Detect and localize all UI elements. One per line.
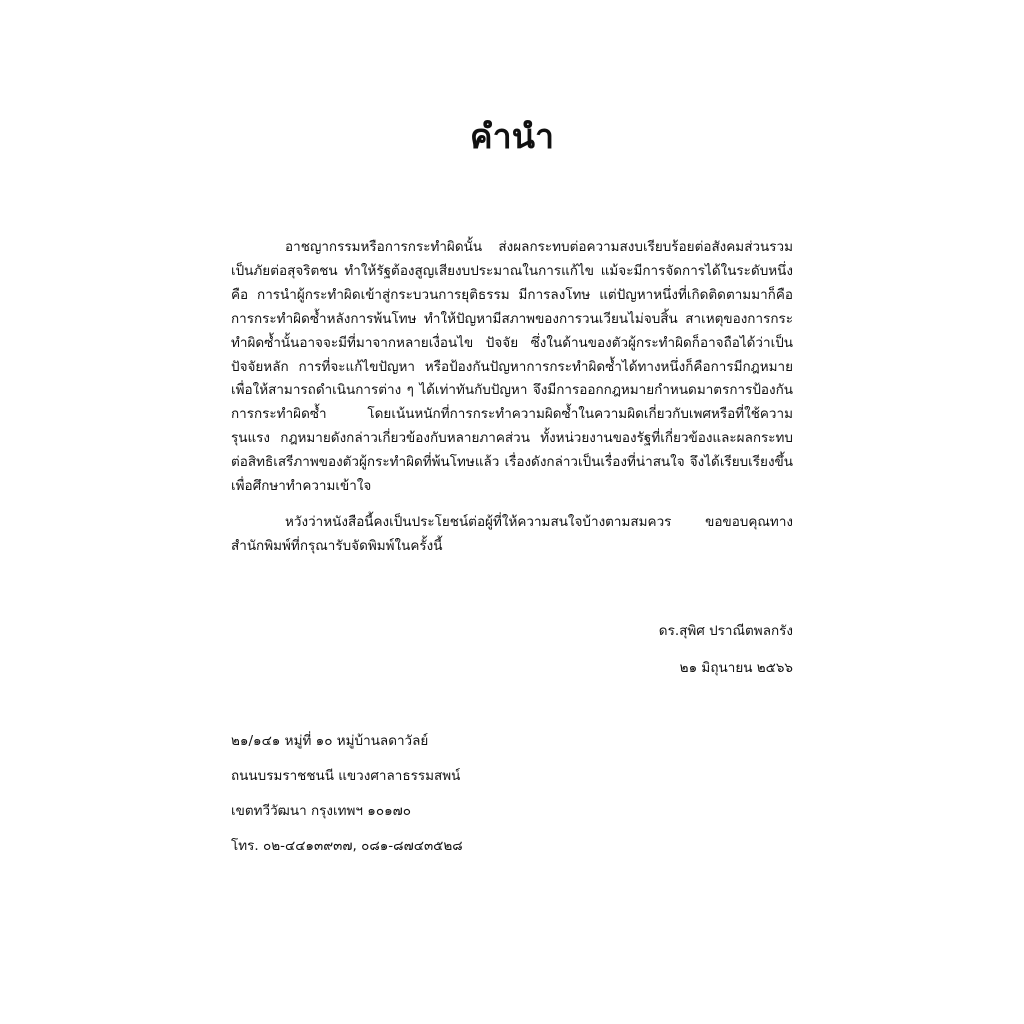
preface-body bbox=[231, 236, 793, 559]
address-line-district: เขตทวีวัฒนา กรุงเทพฯ ๑๐๑๗๐ bbox=[231, 803, 412, 819]
document-title: คำนำ bbox=[469, 117, 555, 157]
preface-paragraph-2: หวังว่าหนังสือนี้คงเป็นประโยชน์ต่อผู้ที่ให้ความสนใจบ้างตามสมควร ขอขอบคุณทางสำนักพิมพ์ที่กรุณารับจัดพิมพ์ในครั้งนี้ bbox=[231, 513, 793, 554]
signature-block bbox=[393, 620, 793, 679]
address-line-phone: โทร. ๐๒-๔๔๑๓๙๓๗, ๐๘๑-๘๗๔๓๕๒๘ bbox=[231, 838, 463, 854]
author-name: ดร.สุพิศ ปราณีตพลกรัง bbox=[658, 623, 793, 639]
address-block bbox=[231, 730, 731, 870]
address-line-road: ถนนบรมราชชนนี แขวงศาลาธรรมสพน์ bbox=[231, 768, 461, 784]
address-line-house: ๒๑/๑๔๑ หมู่ที่ ๑๐ หมู่บ้านลดาวัลย์ bbox=[231, 733, 429, 749]
signature-date: ๒๑ มิถุนายน ๒๕๖๖ bbox=[679, 660, 793, 676]
preface-paragraph-1: อาชญากรรมหรือการกระทำผิดนั้น ส่งผลกระทบต่อความสงบเรียบร้อยต่อสังคมส่วนรวม เป็นภัยต่อสุจริตชน ทำให้รัฐต้องสูญเสียงบประมาณในการแก้ไข แม้จะมีการจัดการได้ในระดับหนึ่ง คือ การนำผู้กระทำผิดเข้าสู่กระบวนการยุติธรรม มีการลงโทษ แต่ปัญหาหนึ่งที่เกิดติดตามมาก็คือ การกระทำผิดซ้ำหลังการพ้นโทษ ทำให้ปัญหามีสภาพของการวนเวียนไม่จบสิ้น สาเหตุของการกระทำผิดซ้ำนั้นอาจจะมีที่มาจากหลายเงื่อนไข ปัจจัย ซึ่งในด้านของตัวผู้กระทำผิดก็อาจถือได้ว่าเป็นปัจจัยหลัก การที่จะแก้ไขปัญหา หรือป้องกันปัญหาการกระทำผิดซ้ำได้ทางหนึ่งก็คือการมีกฎหมายเพื่อให้สามารถดำเนินการต่าง ๆ ได้เท่าทันกับปัญหา จึงมีการออกกฎหมายกำหนดมาตรการป้องกันการกระทำผิดซ้ำ โดยเน้นหนักที่การกระทำความผิดซ้ำในความผิดเกี่ยวกับเพศหรือที่ใช้ความรุนแรง กฎหมายดังกล่าวเกี่ยวข้องกับหลายภาคส่วน ทั้งหน่วยงานของรัฐที่เกี่ยวข้องและผลกระทบต่อสิทธิเสรีภาพของตัวผู้กระทำผิดที่พ้นโทษแล้ว เรื่องดังกล่าวเป็นเรื่องที่น่าสนใจ จึงได้เรียบเรียงขึ้นเพื่อศึกษาทำความเข้าใจ bbox=[231, 239, 793, 495]
